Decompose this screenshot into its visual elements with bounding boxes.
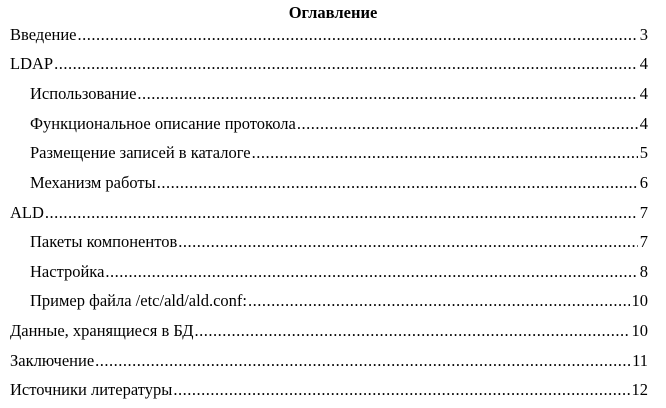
toc-entry-protocol-description[interactable] [30, 112, 648, 136]
toc-entry-configuration[interactable] [30, 260, 648, 284]
toc-entry-page-number: 5 [639, 143, 648, 162]
toc-entry-introduction[interactable] [10, 23, 648, 47]
toc-entry-label: Размещение записей в каталоге [30, 143, 251, 162]
toc-entry-page-number: 4 [639, 114, 648, 133]
toc-entry-ldap-usage[interactable] [30, 82, 648, 106]
toc-entry-page-number: 6 [639, 173, 648, 192]
dot-leader [252, 141, 638, 165]
toc-entry-page-number: 3 [639, 25, 648, 44]
dot-leader [248, 289, 630, 313]
toc-title: Оглавление [288, 3, 378, 22]
dot-leader [173, 378, 629, 402]
dot-leader [95, 349, 630, 373]
toc-entry-component-packages[interactable] [30, 230, 648, 254]
toc-entry-label: Введение [10, 25, 77, 44]
toc-entry-stored-data[interactable] [10, 319, 648, 343]
toc-entry-page-number: 7 [639, 232, 648, 251]
dot-leader [194, 319, 629, 343]
toc-entry-config-file-example[interactable] [30, 289, 648, 313]
toc-entry-label: Пример файла /etc/ald/ald.conf: [30, 291, 247, 310]
toc-entry-label: Пакеты компонентов [30, 232, 178, 251]
toc-entry-label: ALD [10, 203, 44, 222]
dot-leader [137, 82, 637, 106]
toc-entry-page-number: 4 [639, 84, 648, 103]
dot-leader [78, 23, 638, 47]
toc-entry-label: LDAP [10, 54, 54, 73]
toc-entry-page-number: 11 [632, 351, 648, 370]
toc-entry-label: Заключение [10, 351, 95, 370]
toc-entry-label: Данные, хранящиеся в БД [10, 321, 194, 340]
toc-entry-page-number: 10 [631, 321, 648, 340]
dot-leader [297, 112, 638, 136]
toc-entry-label: Использование [30, 84, 137, 103]
toc-entry-mechanism[interactable] [30, 171, 648, 195]
dot-leader [157, 171, 638, 195]
dot-leader [178, 230, 638, 254]
toc-entry-page-number: 8 [639, 262, 648, 281]
toc-entry-directory-placement[interactable] [30, 141, 648, 165]
dot-leader [45, 201, 638, 225]
toc-entry-label: Функциональное описание протокола [30, 114, 296, 133]
toc-entry-ald[interactable] [10, 201, 648, 225]
toc-entry-page-number: 7 [639, 203, 648, 222]
dot-leader [105, 260, 637, 284]
toc-entry-label: Настройка [30, 262, 105, 281]
toc-entry-label: Источники литературы [10, 380, 173, 399]
toc-entry-ldap[interactable] [10, 52, 648, 76]
toc-entry-references[interactable] [10, 378, 648, 402]
toc-entry-page-number: 12 [631, 380, 648, 399]
dot-leader [54, 52, 638, 76]
toc-entry-page-number: 4 [639, 54, 648, 73]
toc-entry-label: Механизм работы [30, 173, 156, 192]
toc-entry-page-number: 10 [631, 291, 648, 310]
toc-entry-conclusion[interactable] [10, 349, 648, 373]
